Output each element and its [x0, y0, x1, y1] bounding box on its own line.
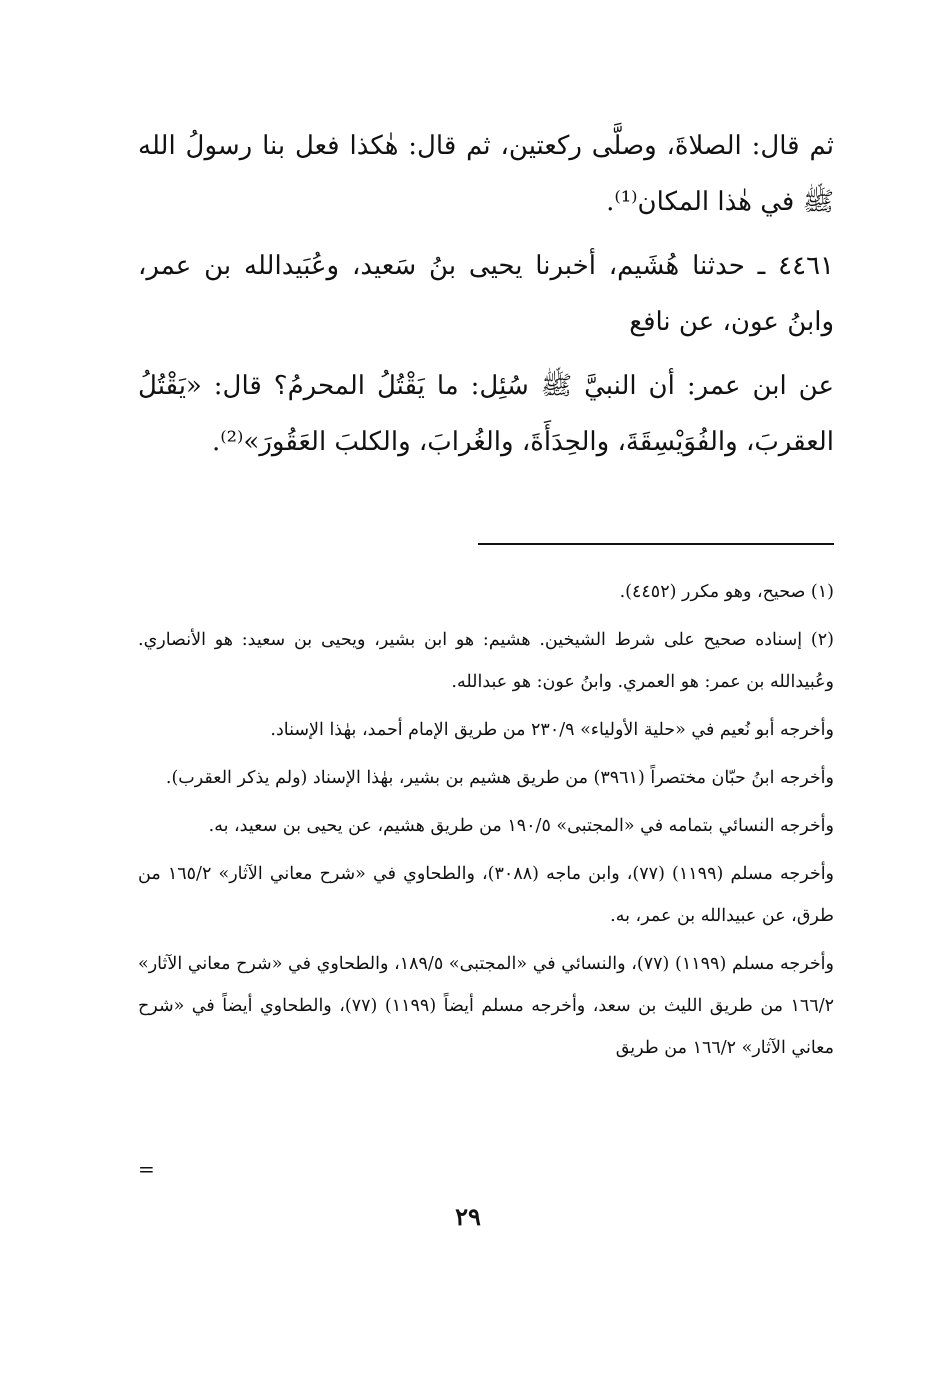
continuation-mark: = — [138, 1157, 155, 1181]
main-text — [138, 118, 834, 478]
footnote-1: (١) صحيح، وهو مكرر (٤٤٥٢). — [619, 582, 834, 602]
hadith-4461-text: عن ابن عمر: أن النبيَّ ﷺ سُئِل: ما يَقْتُلُ المحرمُ؟ قال: «يَقْتُلُ العقربَ، والفُوَيْسِقَةَ، والحِدَأَةَ، والغُرابَ، والكلبَ العَقُورَ»⁽²⁾. — [138, 371, 834, 457]
footnote-2-muslim-2: وأخرجه مسلم (١١٩٩) (٧٧)، والنسائي في «المجتبى» ١٨٩/٥، والطحاوي في «شرح معاني الآثار» ١٦٦/٢ من طريق الليث بن سعد، وأخرجه مسلم أيضاً (١١٩٩) (٧٧)، والطحاوي أيضاً في «شرح معاني الآثار» ١٦٦/٢ من طريق — [138, 954, 835, 1058]
footnotes — [138, 571, 834, 1075]
footnote-2-nasai: وأخرجه النسائي بتمامه في «المجتبى» ١٩٠/٥ من طريق هشيم، عن يحيى بن سعيد، به. — [208, 816, 834, 836]
footnote-2: (٢) إسناده صحيح على شرط الشيخين. هشيم: هو ابن بشير، ويحيى بن سعيد: هو الأنصاري. وعُبيدالله بن عمر: هو العمري. وابنُ عون: هو عبدالله. — [138, 630, 834, 692]
hadith-4461-chain: ٤٤٦١ ـ حدثنا هُشَيم، أخبرنا يحيى بنُ سَعيد، وعُبَيدالله بن عمر، وابنُ عون، عن نافع — [138, 251, 834, 337]
main-paragraph-1: ثم قال: الصلاةَ، وصلَّى ركعتين، ثم قال: هٰكذا فعل بنا رسولُ الله ﷺ في هٰذا المكان⁽¹⁾. — [138, 131, 834, 217]
footnote-2-abu-nuaym: وأخرجه أبو نُعيم في «حلية الأولياء» ٢٣٠/٩ من طريق الإمام أحمد، بهٰذا الإسناد. — [270, 720, 834, 740]
footnote-2-ibn-hibban: وأخرجه ابنُ حبّان مختصراً (٣٩٦١) من طريق هشيم بن بشير، بهٰذا الإسناد (ولم يذكر العقرب). — [165, 768, 834, 788]
page-number: ٢٩ — [455, 1202, 481, 1231]
footnote-2-muslim-1: وأخرجه مسلم (١١٩٩) (٧٧)، وابن ماجه (٣٠٨٨)، والطحاوي في «شرح معاني الآثار» ١٦٥/٢ من طرق، عن عبيدالله بن عمر، به. — [138, 864, 835, 926]
footnote-separator — [478, 543, 834, 545]
